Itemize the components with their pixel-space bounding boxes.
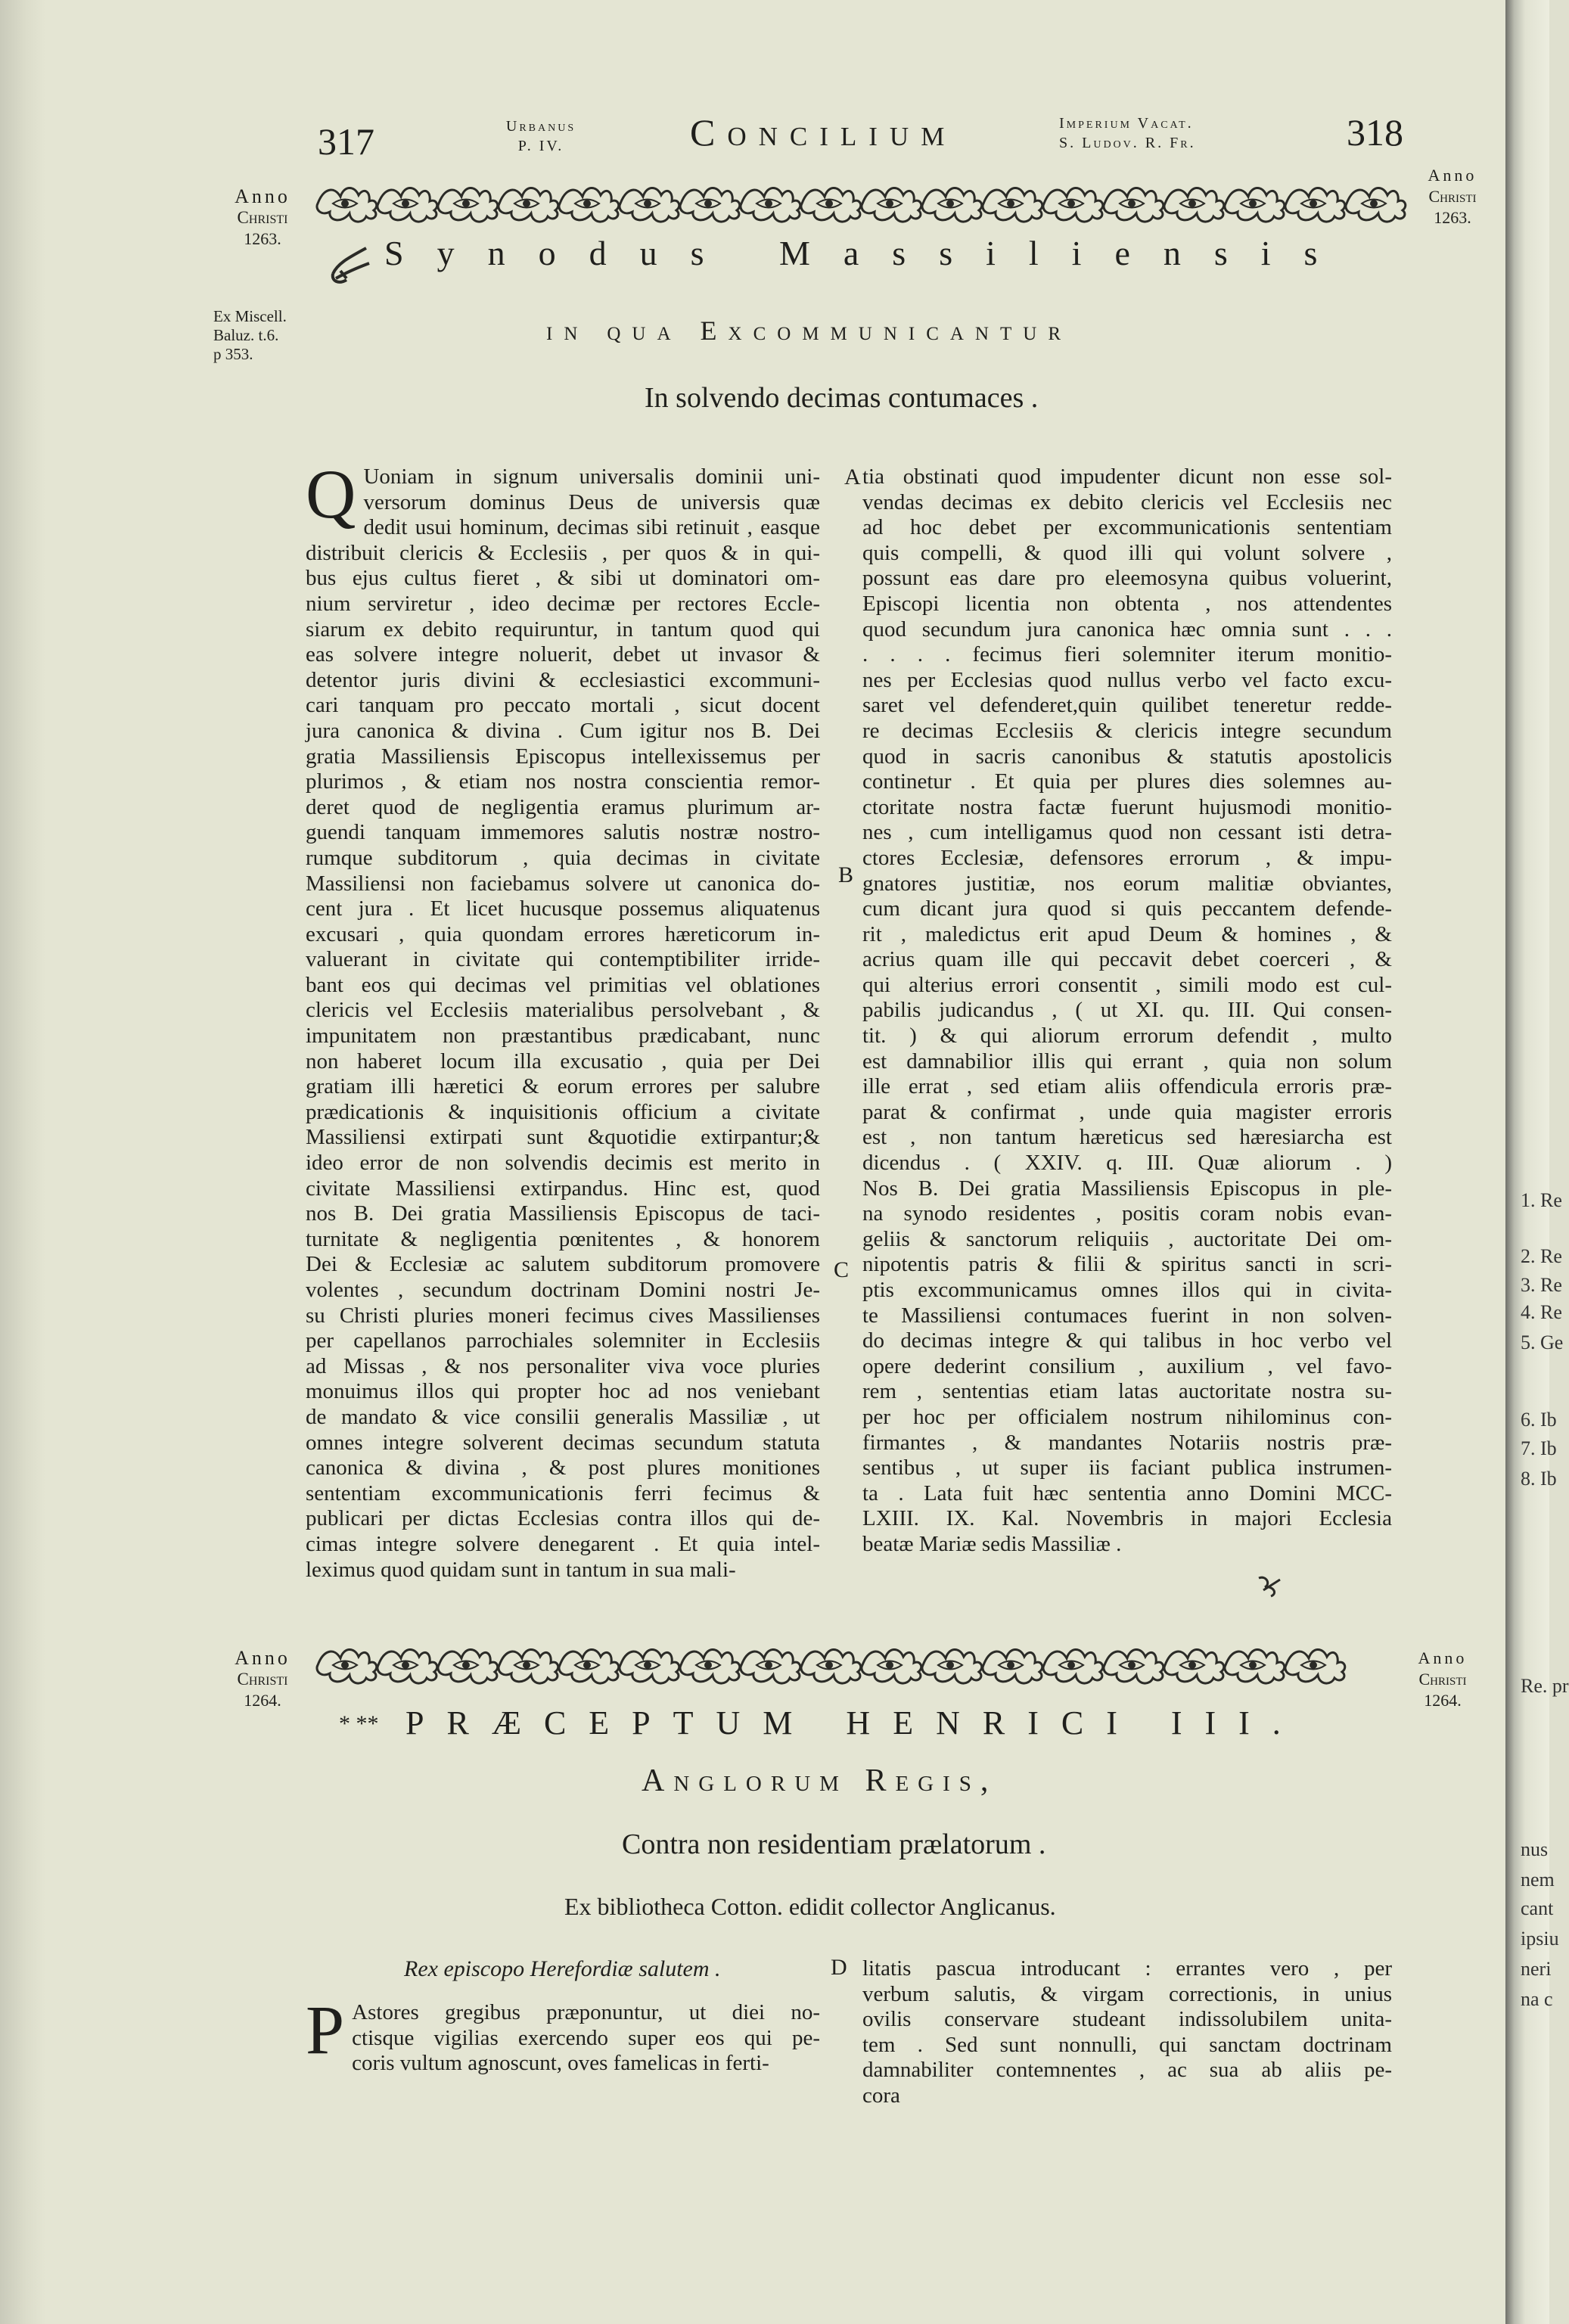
- precept-subtitle-2: Contra non residentiam prælatorum .: [622, 1828, 1046, 1860]
- year-label: 1264.: [1424, 1691, 1462, 1710]
- margin-letter-c: C: [834, 1257, 850, 1282]
- text-line: siarum ex debito requiruntur, in tantum quod qui: [306, 617, 820, 642]
- text-line: nipotentis patris & filii & spiritus sancti in scri-: [862, 1252, 1392, 1277]
- text-line: bant eos qui decimas vel primitias vel oblationes: [306, 972, 820, 997]
- source-note: [213, 307, 287, 364]
- facing-page-fragment: 3. Re: [1521, 1274, 1562, 1296]
- synod-subtitle: in qua Excommunicantur: [546, 315, 1072, 346]
- text-line: per capellanos parrochiales solemniter in Ecclesiis: [306, 1328, 820, 1353]
- text-line: LXIII. IX. Kal. Novembris in majori Ecclesia: [862, 1506, 1392, 1531]
- text-line: nos B. Dei gratia Massiliensis Episcopus de taci-: [306, 1201, 820, 1226]
- year-note-right-1: [1407, 165, 1498, 228]
- text-line: saret vel defenderet,quin quilibet teneretur redde-: [862, 693, 1392, 718]
- synod-subtitle-2: In solvendo decimas contumaces .: [645, 382, 1039, 414]
- text-line: coris vultum agnoscunt, oves famelicas in ferti-: [352, 2051, 769, 2076]
- christi-label: Christi: [237, 1670, 288, 1689]
- text-line: ptis excommunicamus omnes illos qui in civita-: [862, 1278, 1392, 1302]
- text-line: est damnabilior illis qui errant , quia non solum: [862, 1049, 1392, 1073]
- text-line: ideo error de non solvendis decimis est merito in: [306, 1151, 820, 1176]
- text-line: nes per Ecclesias quod nullus verbo vel facto excu-: [862, 667, 1392, 692]
- anno-label: Anno: [1418, 1648, 1468, 1667]
- king-line: S. Ludov. R. Fr.: [1059, 135, 1196, 151]
- facing-page-fragment: cant: [1521, 1897, 1554, 1919]
- precept-title: PRÆCEPTUM HENRICI III.: [405, 1704, 1303, 1741]
- ornament-band-middle: [318, 1642, 1392, 1689]
- ornament-mark-icon: [1256, 1574, 1286, 1598]
- text-line: litatis pascua introducant : errantes vero , per: [862, 1956, 1392, 1981]
- facing-page-fragment: ipsiu: [1521, 1928, 1559, 1950]
- margin-letter-d: D: [831, 1955, 847, 1980]
- text-line: . . . . fecimus fieri solemniter iterum monitio-: [862, 642, 1392, 667]
- text-line: civitate Massiliensi extirpandus. Hinc est, quod: [306, 1176, 820, 1201]
- text-line: pabilis judicandus , ( ut XI. qu. III. Qui consen-: [862, 998, 1392, 1023]
- text-line: quod secundum jura canonica hæc omnia sunt . . .: [862, 617, 1392, 642]
- facing-page-fragment: neri: [1521, 1958, 1552, 1980]
- page-number-left: 317: [318, 120, 374, 163]
- salutation: Rex episcopo Herefordiæ salutem .: [404, 1956, 721, 1981]
- column-text: [862, 464, 1392, 1558]
- text-line: versorum dominus Deus de universis quæ: [363, 489, 820, 514]
- facing-page-fragment: na c: [1521, 1988, 1553, 2010]
- text-line: per hoc per officialem nostrum nihilominus con-: [862, 1404, 1392, 1429]
- text-line: gratia Massiliensis Episcopus intellexissemus per: [306, 744, 820, 769]
- ornament-band-top: [318, 180, 1400, 227]
- running-head-title: Concilium: [690, 111, 957, 154]
- facing-page-fragment: 5. Ge: [1521, 1331, 1564, 1353]
- text-line: jura canonica & divina . Cum igitur nos B. Dei: [306, 718, 820, 743]
- text-line: impunitatem non præstantibus prædicabant, nunc: [306, 1024, 820, 1049]
- text-line: beatæ Mariæ sedis Massiliæ .: [862, 1531, 1122, 1556]
- anno-label: Anno: [235, 185, 290, 207]
- text-line: plurimos , & etiam nos nostra conscientia remor-: [306, 769, 820, 794]
- text-line: ta . Lata fuit hæc sententia anno Domini MCC-: [862, 1480, 1392, 1505]
- running-head-pope: [499, 117, 583, 156]
- facing-page-fragment: 6. Ib: [1521, 1409, 1557, 1431]
- facing-page-fragment: 2. Re: [1521, 1245, 1562, 1267]
- facing-page-fragment: 1. Re: [1521, 1189, 1562, 1211]
- text-line: do decimas integre & qui talibus in hoc verbo vel: [862, 1328, 1392, 1353]
- year-label: 1263.: [1434, 208, 1471, 227]
- text-line: rumque subditorum , quia decimas in civitate: [306, 845, 820, 870]
- text-line: Massiliensi non faciebamus solvere ut canonica do-: [306, 871, 820, 896]
- synod-title: Synodus Massiliensis: [384, 234, 1351, 272]
- text-line: non haberet locum illa excusatio , quia per Dei: [306, 1049, 820, 1073]
- drop-cap: P: [306, 1991, 345, 2068]
- text-line: publicari per dictas Ecclesias contra illos qui de-: [306, 1506, 820, 1531]
- year-label: 1263.: [244, 229, 281, 248]
- text-line: Episcopi licentia non obtenta , nos attendentes: [862, 591, 1392, 616]
- text-line: Astores gregibus præponuntur, ut diei no-: [352, 2000, 820, 2024]
- text-line: ad hoc debet per excommunicationis sententiam: [862, 515, 1392, 540]
- text-line: tit. ) & qui aliorum errorum defendit , multo: [862, 1024, 1392, 1049]
- text-line: cari tanquam pro peccato mortali , sicut docent: [306, 693, 820, 718]
- anno-label: Anno: [1428, 166, 1477, 185]
- text-line: leximus quod quidam sunt in tantum in sua mali-: [306, 1557, 736, 1582]
- facing-page-fragment: 7. Ib: [1521, 1437, 1557, 1459]
- facing-page-fragment: 8. Ib: [1521, 1468, 1557, 1490]
- text-line: cum dicant jura quod si quis peccantem defende-: [862, 896, 1392, 921]
- text-line: de mandato & vice consilii generalis Massiliæ , ut: [306, 1404, 820, 1429]
- text-line: acrius quam ille qui peccavit debet coerceri , &: [862, 947, 1392, 972]
- text-line: sententiam excommunicationis ferri fecimus &: [306, 1480, 820, 1505]
- text-line: te Massiliensi contumaces fuerint in non solven-: [862, 1303, 1392, 1328]
- text-line: continetur . Et quia per plures dies solemnes au-: [862, 769, 1392, 794]
- column-text: [862, 1956, 1392, 2109]
- year-label: 1264.: [244, 1691, 281, 1710]
- text-line: qui alterius errori consentit , simili modo est cul-: [862, 972, 1392, 997]
- synod-column-right: [862, 464, 1392, 1558]
- text-line: est , non tantum hæreticus sed hæresiarcha est: [862, 1125, 1392, 1150]
- anno-label: Anno: [235, 1647, 290, 1669]
- text-line: parat & confirmat , unde quia magister erroris: [862, 1099, 1392, 1124]
- text-line: ovilis conservare studeant indissolubilem unita-: [862, 2007, 1392, 2032]
- facing-page-fragment: Re. pr: [1521, 1675, 1569, 1697]
- text-line: Uoniam in signum universalis dominii uni-: [363, 464, 820, 489]
- text-line: detentor juris divini & ecclesiastici excommuni-: [306, 667, 820, 692]
- text-line: nes , cum intelligamus quod non cessant isti detra-: [862, 820, 1392, 845]
- text-line: re decimas Ecclesiis & clericis integre secundum: [862, 718, 1392, 743]
- column-text: [306, 1991, 820, 2077]
- text-line: excusari , quia quondam errores hæreticorum in-: [306, 921, 820, 946]
- text-line: firmantes , & mandantes Notariis nostris præ-: [862, 1430, 1392, 1455]
- source-line: Ex Miscell.: [213, 307, 287, 325]
- text-line: quis compelli, & quod illi qui volunt solvere ,: [862, 540, 1392, 565]
- text-line: clericis vel Ecclesiis materialibus persolvebant , &: [306, 998, 820, 1023]
- running-head-empire: [1059, 113, 1294, 153]
- year-note-left-1: [213, 186, 312, 250]
- text-line: opere dederint consilium , auxilium , vel favo-: [862, 1353, 1392, 1378]
- facing-page-fragment: 4. Re: [1521, 1301, 1562, 1323]
- text-line: deret quod de negligentia eramus plurimum ar-: [306, 794, 820, 819]
- text-line: rem , sententias etiam latas auctoritate nostra su-: [862, 1379, 1392, 1404]
- text-line: ille errat , sed etiam aliis offendicula erroris præ-: [862, 1074, 1392, 1099]
- text-line: ctisque vigilias exercendo super eos qui pe-: [352, 2025, 820, 2050]
- text-line: geliis & sanctorum reliquiis , auctoritate Dei om-: [862, 1226, 1392, 1251]
- pope-name: Urbanus: [505, 118, 576, 135]
- page-gutter: [0, 0, 45, 2324]
- precept-column-left: [306, 1991, 820, 2077]
- text-line: tia obstinati quod impudenter dicunt non esse sol-: [862, 464, 1392, 489]
- text-line: valuerant in civitate qui contemptibiliter irride-: [306, 947, 820, 972]
- text-line: guendi tanquam immemores salutis nostræ nostro-: [306, 820, 820, 845]
- precept-source: Ex bibliotheca Cotton. edidit collector Anglicanus.: [564, 1893, 1056, 1920]
- text-line: cora: [862, 2083, 900, 2108]
- page-number-right: 318: [1347, 111, 1403, 154]
- text-line: verbum salutis, & virgam correctionis, in unius: [862, 1981, 1392, 2006]
- year-note-right-2: [1393, 1648, 1492, 1711]
- christi-label: Christi: [1418, 1670, 1467, 1689]
- facing-page-fragment: nem: [1521, 1869, 1555, 1891]
- text-line: sentibus , ut super iis faciant publica instrumen-: [862, 1456, 1392, 1480]
- source-line: Baluz. t.6.: [213, 326, 279, 344]
- text-line: dedit usui hominum, decimas sibi retinuit , easque: [363, 515, 820, 540]
- text-line: nium serviretur , ideo decimæ per rectores Eccle-: [306, 591, 820, 616]
- pointing-hand-icon: [330, 241, 372, 287]
- drop-cap: Q: [306, 455, 356, 533]
- text-line: vendas decimas ex debito clericis vel Ecclesiis nec: [862, 489, 1392, 514]
- margin-letter-a: A: [844, 464, 861, 489]
- source-line: p 353.: [213, 345, 253, 363]
- text-line: gratiam illi hæretici & eorum errores per salubre: [306, 1074, 820, 1099]
- text-line: turnitate & negligentia pœnitentes , & honorem: [306, 1226, 820, 1251]
- pope-number: P. IV.: [517, 138, 564, 154]
- text-line: na synodo residentes , positis coram nobis evan-: [862, 1201, 1392, 1226]
- text-line: Dei & Ecclesiæ ac salutem subditorum promovere: [306, 1252, 820, 1277]
- text-line: dicendus . ( XXIV. q. III. Quæ aliorum . ): [862, 1151, 1392, 1176]
- text-line: possunt eas dare pro eleemosyna quibus voluerint,: [862, 566, 1392, 591]
- year-note-left-2: [213, 1648, 312, 1711]
- synod-column-left: [306, 455, 820, 1583]
- text-line: quod in sacris canonibus & statutis apostolicis: [862, 744, 1392, 769]
- text-line: damnabiliter contemnentes , ac sua ab aliis pe-: [862, 2058, 1392, 2083]
- text-line: prædicationis & inquisitionis officium a civitate: [306, 1099, 820, 1124]
- text-line: cent jura . Et licet hucusque possemus aliquatenus: [306, 896, 820, 921]
- text-line: ad Missas , & nos personaliter viva voce pluries: [306, 1353, 820, 1378]
- text-line: gnatores justitiæ, nos eorum malitiæ obviantes,: [862, 871, 1392, 896]
- column-text: [306, 455, 820, 1583]
- text-line: su Christi pluries moneri fecimus cives Massilienses: [306, 1303, 820, 1328]
- text-line: rit , maledictus erit apud Deum & homines , &: [862, 921, 1392, 946]
- text-line: ctoritate nostra factæ fuerunt hujusmodi monitio-: [862, 794, 1392, 819]
- asterisk-marks: * **: [339, 1711, 379, 1736]
- empire-line: Imperium Vacat.: [1059, 115, 1194, 132]
- text-line: canonica & divina , & post plures monitiones: [306, 1456, 820, 1480]
- text-line: volentes , secundum doctrinam Domini nostri Je-: [306, 1278, 820, 1302]
- text-line: Massiliensi extirpati sunt &quotidie extirpantur;&: [306, 1125, 820, 1150]
- text-line: monuimus illos qui propter hoc ad nos veniebant: [306, 1379, 820, 1404]
- text-line: tem . Sed sunt nonnulli, qui sanctam doctrinam: [862, 2032, 1392, 2057]
- text-line: ctores Ecclesiæ, defensores errorum , & impu-: [862, 845, 1392, 870]
- precept-subtitle: Anglorum Regis,: [642, 1763, 998, 1798]
- facing-page-fragment: nus: [1521, 1838, 1549, 1860]
- text-line: omnes integre solverent decimas secundum statuta: [306, 1430, 820, 1455]
- text-line: Nos B. Dei gratia Massiliensis Episcopus in ple-: [862, 1176, 1392, 1201]
- christi-label: Christi: [237, 208, 288, 227]
- christi-label: Christi: [1428, 187, 1477, 206]
- text-line: bus ejus cultus fieret , & sibi ut dominatori om-: [306, 566, 820, 591]
- margin-letter-b: B: [838, 862, 854, 887]
- text-line: distribuit clericis & Ecclesiis , per quos & in qui-: [306, 540, 820, 565]
- text-line: eas solvere integre noluerit, debet ut invasor &: [306, 642, 820, 667]
- text-line: cimas integre solvere denegarent . Et quia intel-: [306, 1531, 820, 1556]
- precept-column-right: [862, 1956, 1392, 2109]
